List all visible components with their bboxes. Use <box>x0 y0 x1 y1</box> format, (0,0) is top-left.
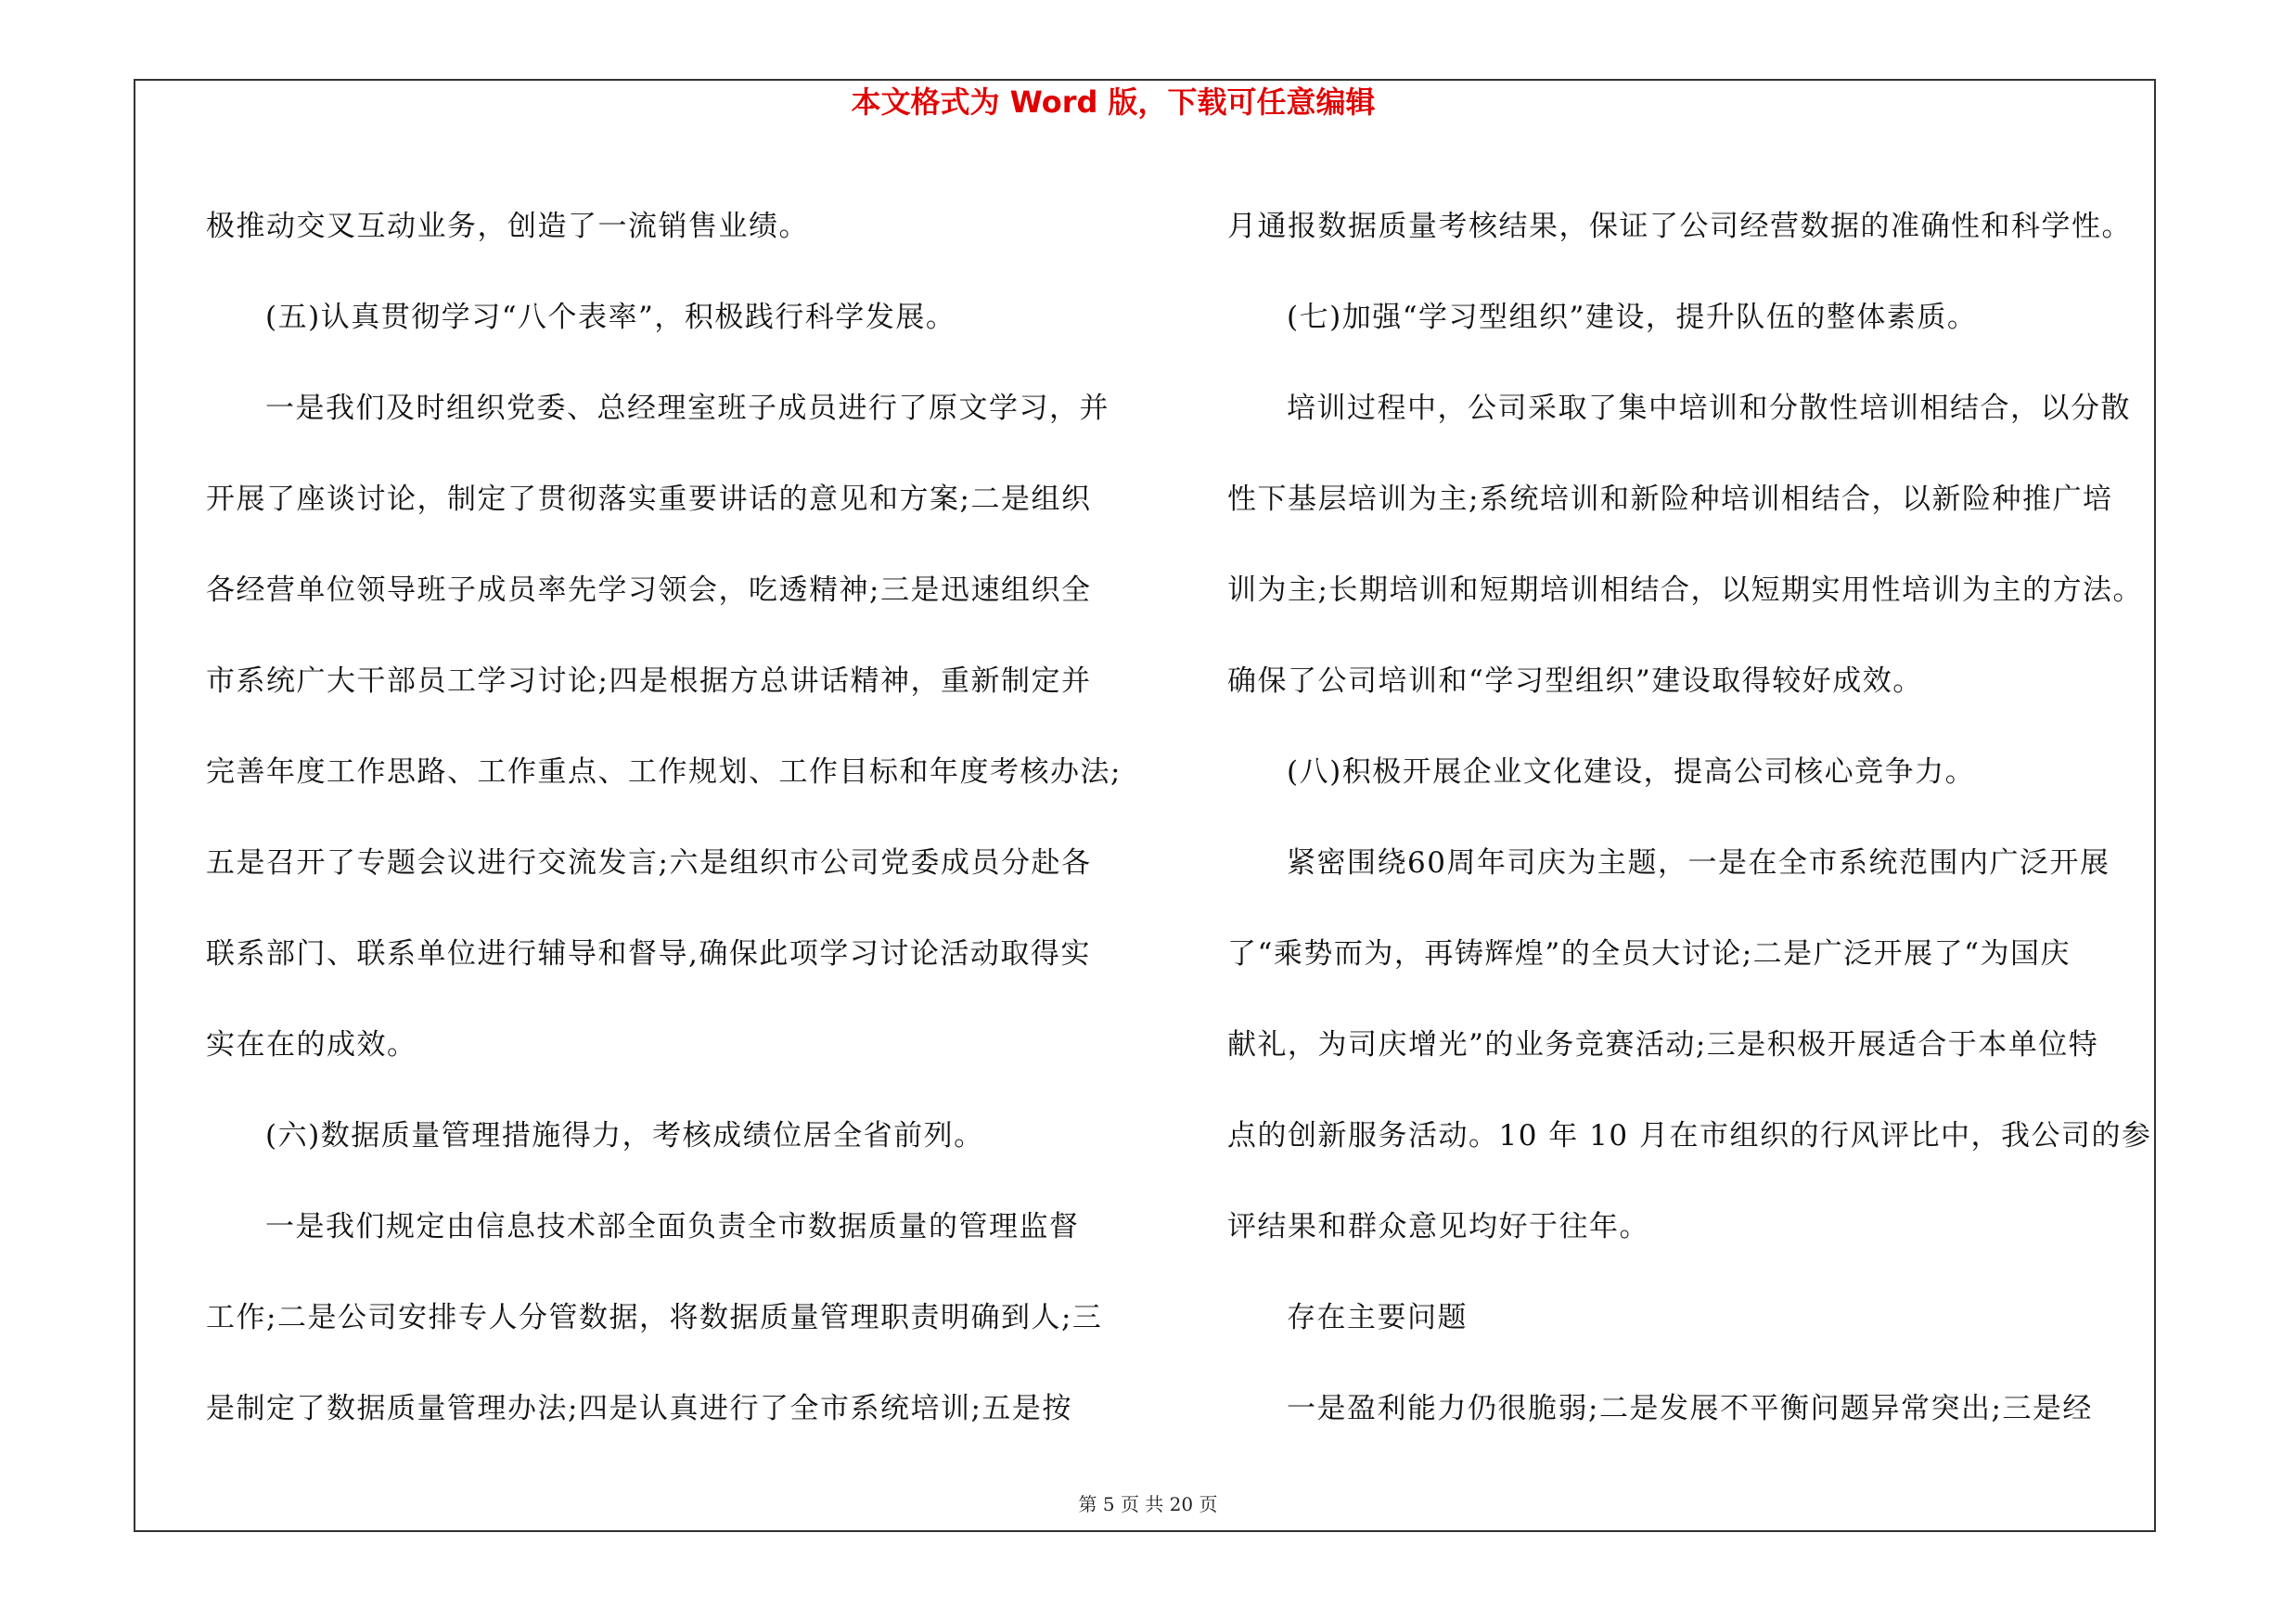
page-number-footer: 第 5 页 共 20 页 <box>1078 1493 1218 1515</box>
text-line: 了“乘势而为，再铸辉煌”的全员大讨论;二是广泛开展了“为国庆 <box>1227 937 2071 971</box>
text-line: (八)积极开展企业文化建设，提高公司核心竞争力。 <box>1287 755 1976 789</box>
text-line: 联系部门、联系单位进行辅导和督导,确保此项学习讨论活动取得实 <box>206 937 1091 971</box>
right-text-column <box>1227 181 2151 1454</box>
text-line: 一是我们规定由信息技术部全面负责全市数据质量的管理监督 <box>265 1210 1080 1243</box>
text-line: (五)认真贯彻学习“八个表率”，积极践行科学发展。 <box>265 301 956 334</box>
text-line: 完善年度工作思路、工作重点、工作规划、工作目标和年度考核办法; <box>206 755 1122 789</box>
text-line: 紧密围绕60周年司庆为主题，一是在全市系统范围内广泛开展 <box>1287 846 2110 880</box>
text-line: 是制定了数据质量管理办法;四是认真进行了全市系统培训;五是按 <box>206 1392 1072 1425</box>
text-line: 极推动交叉互动业务，创造了一流销售业绩。 <box>206 210 809 243</box>
text-line: 工作;二是公司安排专人分管数据，将数据质量管理职责明确到人;三 <box>206 1301 1103 1334</box>
text-line: 一是盈利能力仍很脆弱;二是发展不平衡问题异常突出;三是经 <box>1287 1392 2093 1425</box>
text-line: 确保了公司培训和“学习型组织”建设取得较好成效。 <box>1227 664 1923 698</box>
text-line: (六)数据质量管理措施得力，考核成绩位居全省前列。 <box>265 1119 984 1153</box>
text-line: 五是召开了专题会议进行交流发言;六是组织市公司党委成员分赴各 <box>206 846 1092 880</box>
text-line: 实在在的成效。 <box>206 1028 417 1062</box>
text-line: 月通报数据质量考核结果，保证了公司经营数据的准确性和科学性。 <box>1227 210 2132 243</box>
text-line: 评结果和群众意见均好于往年。 <box>1227 1210 1649 1243</box>
left-text-column <box>206 181 1122 1454</box>
text-line: 开展了座谈讨论，制定了贯彻落实重要讲话的意见和方案;二是组织 <box>206 483 1092 516</box>
text-line: 性下基层培训为主;系统培训和新险种培训相结合，以新险种推广培 <box>1227 483 2113 516</box>
text-line: 市系统广大干部员工学习讨论;四是根据方总讲话精神，重新制定并 <box>206 664 1092 698</box>
text-line: 点的创新服务活动。10 年 10 月在市组织的行风评比中，我公司的参 <box>1227 1119 2152 1153</box>
text-line: 一是我们及时组织党委、总经理室班子成员进行了原文学习，并 <box>265 392 1110 425</box>
format-banner: 本文格式为 Word 版，下载可任意编辑 <box>851 84 1376 120</box>
text-line: 献礼，为司庆增光”的业务竞赛活动;三是积极开展适合于本单位特 <box>1227 1028 2099 1062</box>
text-line: 存在主要问题 <box>1287 1301 1468 1334</box>
text-line: (七)加强“学习型组织”建设，提升队伍的整体素质。 <box>1287 301 1978 334</box>
text-line: 培训过程中，公司采取了集中培训和分散性培训相结合，以分散 <box>1287 392 2131 425</box>
text-line: 各经营单位领导班子成员率先学习领会，吃透精神;三是迅速组织全 <box>206 573 1092 607</box>
text-line: 训为主;长期培训和短期培训相结合，以短期实用性培训为主的方法。 <box>1227 573 2143 607</box>
